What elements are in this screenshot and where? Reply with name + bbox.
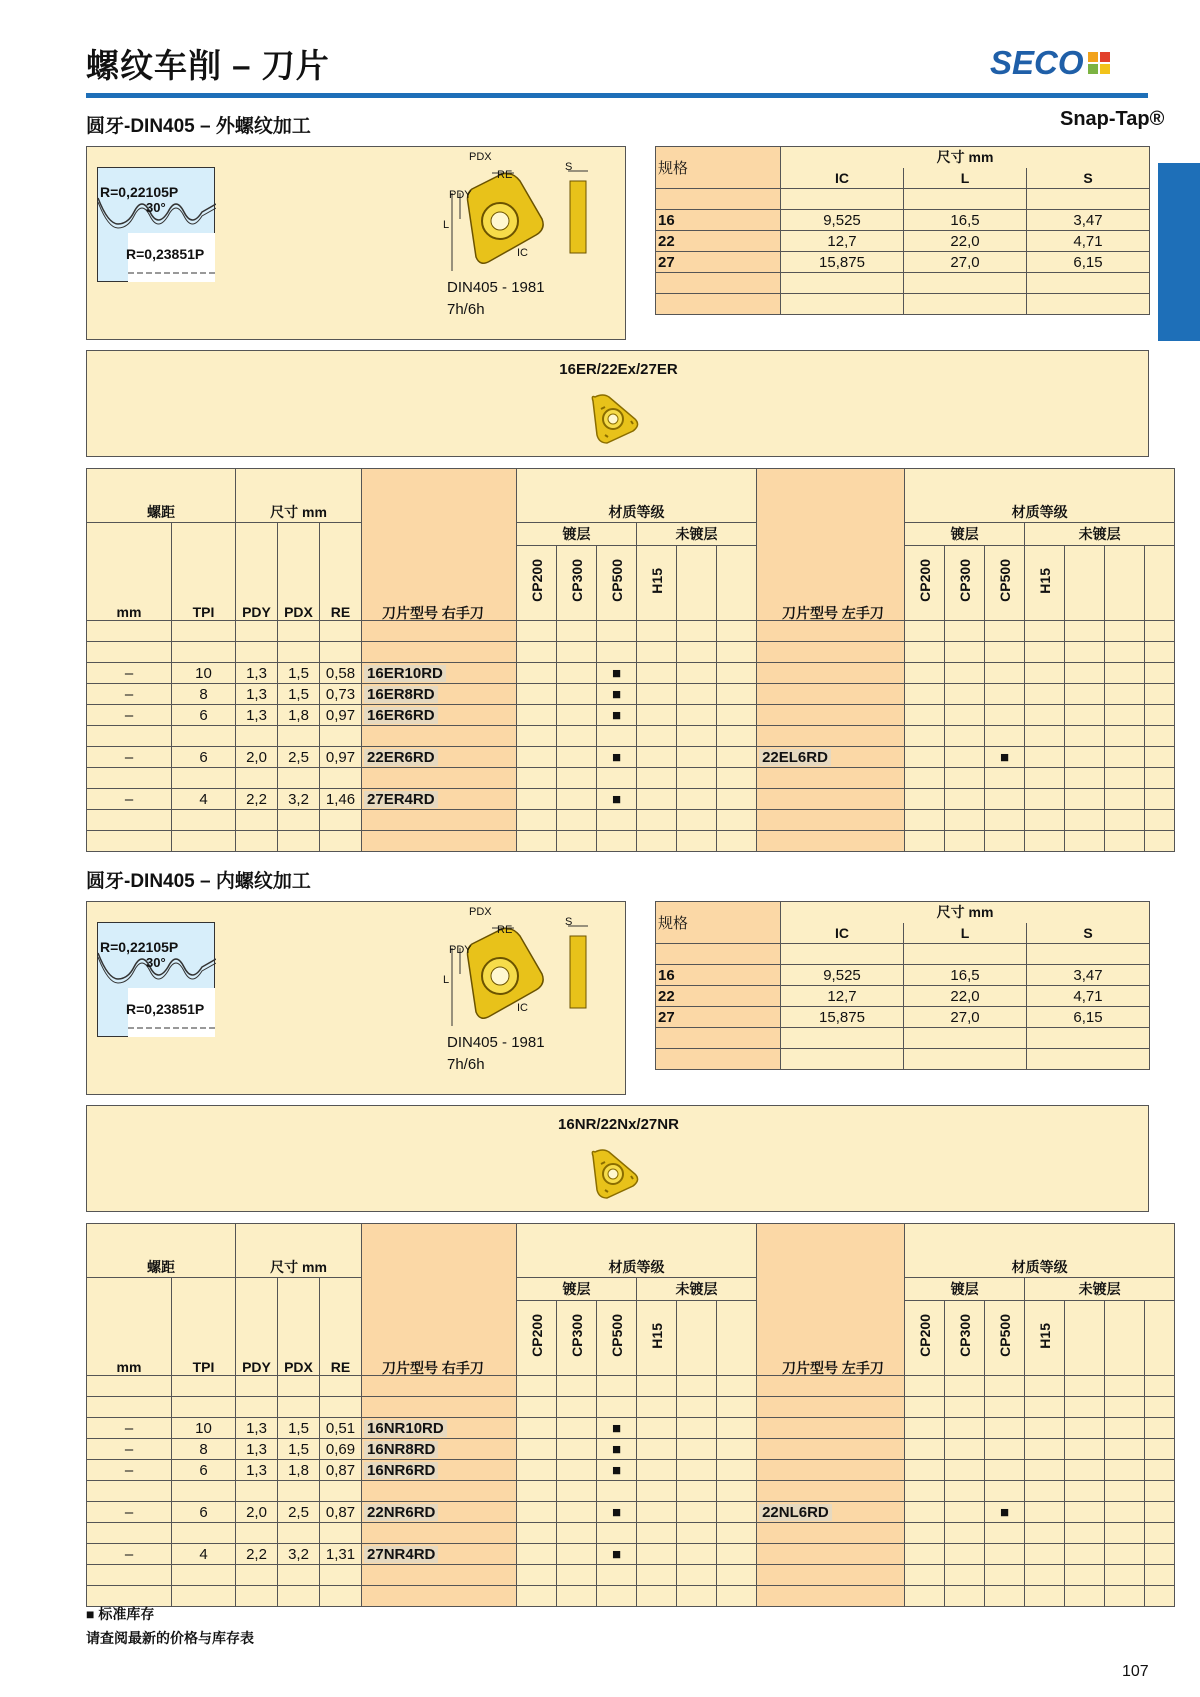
col-tpi: TPI — [192, 603, 215, 620]
coated-header-left: 镀层 — [905, 1278, 1025, 1301]
insert-icon — [587, 391, 647, 451]
pdx-label: PDX — [469, 906, 492, 918]
cell-mm: – — [87, 1439, 172, 1460]
uncoated-header: 未镀层 — [637, 523, 757, 546]
cell-pdy: 1,3 — [236, 663, 278, 684]
insert-icon — [587, 1146, 647, 1206]
cell-re: 0,58 — [320, 663, 362, 684]
grade-cp500-left: CP500 — [996, 559, 1013, 603]
right-insert-code: 22ER6RD — [364, 749, 438, 766]
cell-pdx: 1,5 — [278, 1418, 320, 1439]
tolerance: 7h/6h — [447, 1056, 485, 1073]
coated-header-left: 镀层 — [905, 523, 1025, 546]
cell-mm: – — [87, 1418, 172, 1439]
cell-pdy: 2,0 — [236, 747, 278, 768]
stock-mark: ■ — [611, 790, 622, 808]
snap-tap-label: Snap-Tap® — [1060, 108, 1165, 130]
right-insert-code: 16ER10RD — [364, 665, 446, 682]
dim-row — [656, 210, 1150, 231]
grade-cp300: CP300 — [568, 1314, 585, 1358]
insert-table — [86, 468, 1175, 852]
dim-header: 尺寸 mm — [781, 902, 1150, 923]
drawing-panel — [86, 146, 626, 340]
stock-mark: ■ — [611, 1440, 622, 1458]
dim-header: 尺寸 mm — [781, 147, 1150, 168]
stock-mark: ■ — [611, 748, 622, 766]
dim-row — [656, 986, 1150, 1007]
ic-label: IC — [517, 1002, 528, 1014]
cell-pdy: 1,3 — [236, 1418, 278, 1439]
dim-cell: 16,5 — [904, 210, 1027, 231]
right-insert-code: 16NR10RD — [364, 1420, 447, 1437]
dim-cell: 16,5 — [904, 965, 1027, 986]
right-insert-code: 16NR6RD — [364, 1462, 438, 1479]
pdx-label: PDX — [469, 151, 492, 163]
insert-caption: 16ER/22Ex/27ER — [559, 361, 678, 378]
insert-table — [86, 1223, 1175, 1607]
cell-re: 1,31 — [320, 1544, 362, 1565]
dim-cell: 9,525 — [781, 965, 904, 986]
right-insert-code: 27ER4RD — [364, 791, 438, 808]
din-standard: DIN405 - 1981 — [447, 279, 545, 296]
page-number: 107 — [1122, 1663, 1149, 1680]
grade-cp300: CP300 — [568, 559, 585, 603]
left-insert-code: 22NL6RD — [759, 1504, 832, 1521]
grade-cp500: CP500 — [608, 559, 625, 603]
uncoated-header: 未镀层 — [637, 1278, 757, 1301]
cell-pdy: 1,3 — [236, 1460, 278, 1481]
grade-header: 材质等级 — [517, 1224, 757, 1278]
logo-text: SECO — [990, 44, 1084, 81]
left-insert-code: 22EL6RD — [759, 749, 831, 766]
cell-pdx: 1,5 — [278, 663, 320, 684]
table-row — [87, 789, 1175, 810]
header-rule — [86, 93, 1148, 98]
cell-pdy: 2,2 — [236, 1544, 278, 1565]
col-pdy: PDY — [242, 603, 271, 620]
dim-cell: 6,15 — [1027, 252, 1150, 273]
cell-pdx: 1,5 — [278, 1439, 320, 1460]
dimension-table — [655, 901, 1150, 1070]
table-row — [87, 684, 1175, 705]
col-pdx: PDX — [284, 603, 313, 620]
stock-mark: ■ — [611, 1419, 622, 1437]
dim-row — [656, 965, 1150, 986]
s-label: S — [565, 161, 573, 173]
cell-mm: – — [87, 705, 172, 726]
uncoated-header-left: 未镀层 — [1025, 1278, 1175, 1301]
grade-h15-left: H15 — [1036, 1322, 1053, 1349]
grade-cp200-left: CP200 — [916, 559, 933, 603]
dim-cell: 15,875 — [781, 1007, 904, 1028]
left-hand-header: 刀片型号 左手刀 — [782, 605, 884, 621]
pdy-label: PDY — [449, 189, 472, 201]
side-tab — [1158, 163, 1200, 341]
grade-h15-left: H15 — [1036, 567, 1053, 594]
coated-header: 镀层 — [517, 1278, 637, 1301]
grade-cp200-left: CP200 — [916, 1314, 933, 1358]
col-tpi: TPI — [192, 1358, 215, 1375]
dim-cell: 15,875 — [781, 252, 904, 273]
uncoated-header-left: 未镀层 — [1025, 523, 1175, 546]
col-mm: mm — [116, 603, 142, 620]
cell-re: 0,73 — [320, 684, 362, 705]
cell-re: 0,51 — [320, 1418, 362, 1439]
dim-cell: 12,7 — [781, 231, 904, 252]
cell-pdx: 2,5 — [278, 747, 320, 768]
dim-cell: 22 — [656, 986, 781, 1007]
dim-cell: 3,47 — [1027, 210, 1150, 231]
cell-pdx: 3,2 — [278, 1544, 320, 1565]
cell-re: 0,87 — [320, 1460, 362, 1481]
right-insert-code: 16NR8RD — [364, 1441, 438, 1458]
col-re: RE — [330, 603, 351, 620]
legend-standard-stock: ■ 标准库存 — [86, 1606, 155, 1622]
dim-col-header: L — [904, 923, 1027, 944]
re-label: RE — [497, 924, 513, 936]
stock-mark-left: ■ — [1000, 1503, 1010, 1521]
cell-tpi: 6 — [172, 705, 236, 726]
table-row — [87, 1439, 1175, 1460]
table-row — [87, 1460, 1175, 1481]
cell-pdy: 2,2 — [236, 789, 278, 810]
cell-tpi: 6 — [172, 747, 236, 768]
pdy-label: PDY — [449, 944, 472, 956]
cell-tpi: 10 — [172, 663, 236, 684]
cell-pdx: 1,8 — [278, 705, 320, 726]
cell-pdy: 2,0 — [236, 1502, 278, 1523]
stock-mark: ■ — [611, 706, 622, 724]
cell-pdx: 1,5 — [278, 684, 320, 705]
dim-row — [656, 252, 1150, 273]
cell-re: 0,69 — [320, 1439, 362, 1460]
thread-angle: 30° — [146, 955, 166, 970]
cell-pdy: 1,3 — [236, 684, 278, 705]
dim-cell: 4,71 — [1027, 986, 1150, 1007]
dim-cell: 27 — [656, 1007, 781, 1028]
thread-radius-top: R=0,22105P — [100, 184, 179, 200]
col-mm: mm — [116, 1358, 142, 1375]
right-insert-code: 22NR6RD — [364, 1504, 438, 1521]
logo-squares-icon — [1088, 52, 1110, 74]
spec-header: 规格 — [656, 147, 781, 189]
insert-panel — [86, 1105, 1149, 1212]
cell-pdx: 3,2 — [278, 789, 320, 810]
dim-col-header: IC — [781, 923, 904, 944]
dim-cell: 16 — [656, 210, 781, 231]
grade-header: 材质等级 — [517, 469, 757, 523]
re-label: RE — [497, 169, 513, 181]
cell-mm: – — [87, 789, 172, 810]
grade-cp300-left: CP300 — [956, 1314, 973, 1358]
dim-col-header: S — [1027, 923, 1150, 944]
pitch-header: 螺距 — [87, 469, 236, 523]
cell-tpi: 6 — [172, 1502, 236, 1523]
cell-tpi: 10 — [172, 1418, 236, 1439]
cell-re: 0,97 — [320, 705, 362, 726]
l-label: L — [443, 219, 450, 231]
col-re: RE — [330, 1358, 351, 1375]
thread-radius-bottom: R=0,23851P — [126, 246, 205, 262]
pitch-header: 螺距 — [87, 1224, 236, 1278]
dim-cell: 27,0 — [904, 252, 1027, 273]
left-hand-header: 刀片型号 左手刀 — [782, 1360, 884, 1376]
dim-cell: 22 — [656, 231, 781, 252]
cell-mm: – — [87, 1460, 172, 1481]
cell-tpi: 6 — [172, 1460, 236, 1481]
grade-cp500: CP500 — [608, 1314, 625, 1358]
l-label: L — [443, 974, 450, 986]
dim-cell: 22,0 — [904, 231, 1027, 252]
thread-angle: 30° — [146, 200, 166, 215]
dim-row — [656, 1007, 1150, 1028]
stock-mark: ■ — [611, 1545, 622, 1563]
dim-cell: 9,525 — [781, 210, 904, 231]
dim-col-header: IC — [781, 168, 904, 189]
dim-cell: 27 — [656, 252, 781, 273]
ic-label: IC — [517, 247, 528, 259]
cell-mm: – — [87, 1502, 172, 1523]
right-insert-code: 16ER6RD — [364, 707, 438, 724]
price-note: 请查阅最新的价格与库存表 — [86, 1630, 254, 1646]
table-row — [87, 1544, 1175, 1565]
din-standard: DIN405 - 1981 — [447, 1034, 545, 1051]
right-hand-header: 刀片型号 右手刀 — [382, 605, 484, 621]
thread-radius-bottom: R=0,23851P — [126, 1001, 205, 1017]
section-heading: 圆牙-DIN405 – 内螺纹加工 — [86, 871, 311, 892]
cell-mm: – — [87, 1544, 172, 1565]
cell-re: 0,97 — [320, 747, 362, 768]
cell-re: 1,46 — [320, 789, 362, 810]
cell-tpi: 8 — [172, 684, 236, 705]
dim-cell: 3,47 — [1027, 965, 1150, 986]
page-title: 螺纹车削 – 刀片 — [86, 47, 330, 84]
cell-pdy: 1,3 — [236, 1439, 278, 1460]
cell-re: 0,87 — [320, 1502, 362, 1523]
grade-header-left: 材质等级 — [905, 469, 1175, 523]
table-row — [87, 1502, 1175, 1523]
coated-header: 镀层 — [517, 523, 637, 546]
table-row — [87, 705, 1175, 726]
stock-mark: ■ — [611, 664, 622, 682]
table-row — [87, 747, 1175, 768]
grade-h15: H15 — [648, 567, 665, 594]
grade-cp200: CP200 — [528, 559, 545, 603]
grade-cp300-left: CP300 — [956, 559, 973, 603]
cell-tpi: 4 — [172, 789, 236, 810]
dim-row — [656, 231, 1150, 252]
stock-mark: ■ — [611, 685, 622, 703]
right-insert-code: 27NR4RD — [364, 1546, 438, 1563]
dimension-table — [655, 146, 1150, 315]
cell-pdx: 1,8 — [278, 1460, 320, 1481]
section-heading: 圆牙-DIN405 – 外螺纹加工 — [86, 116, 311, 137]
col-pdy: PDY — [242, 1358, 271, 1375]
spacer — [656, 944, 781, 965]
table-row — [87, 1418, 1175, 1439]
spacer — [656, 189, 781, 210]
col-pdx: PDX — [284, 1358, 313, 1375]
dim-cell: 12,7 — [781, 986, 904, 1007]
dim-cell: 22,0 — [904, 986, 1027, 1007]
cell-tpi: 4 — [172, 1544, 236, 1565]
insert-panel — [86, 350, 1149, 457]
table-row — [87, 663, 1175, 684]
drawing-panel — [86, 901, 626, 1095]
stock-mark: ■ — [611, 1461, 622, 1479]
dim-cell: 27,0 — [904, 1007, 1027, 1028]
s-label: S — [565, 916, 573, 928]
dim-cell: 6,15 — [1027, 1007, 1150, 1028]
insert-caption: 16NR/22Nx/27NR — [558, 1116, 679, 1133]
cell-mm: – — [87, 747, 172, 768]
cell-pdy: 1,3 — [236, 705, 278, 726]
grade-cp500-left: CP500 — [996, 1314, 1013, 1358]
right-hand-header: 刀片型号 右手刀 — [382, 1360, 484, 1376]
thread-profile-drawing — [97, 167, 215, 282]
thread-radius-top: R=0,22105P — [100, 939, 179, 955]
dim-cell: 4,71 — [1027, 231, 1150, 252]
dim-cell: 16 — [656, 965, 781, 986]
tolerance: 7h/6h — [447, 301, 485, 318]
grade-cp200: CP200 — [528, 1314, 545, 1358]
stock-mark-left: ■ — [1000, 748, 1010, 766]
cell-tpi: 8 — [172, 1439, 236, 1460]
dim-col-header: L — [904, 168, 1027, 189]
spec-header: 规格 — [656, 902, 781, 944]
grade-header-left: 材质等级 — [905, 1224, 1175, 1278]
cell-mm: – — [87, 684, 172, 705]
right-insert-code: 16ER8RD — [364, 686, 438, 703]
seco-logo — [990, 44, 1110, 82]
stock-mark: ■ — [611, 1503, 622, 1521]
dims-header: 尺寸 mm — [236, 469, 362, 523]
dim-col-header: S — [1027, 168, 1150, 189]
cell-mm: – — [87, 663, 172, 684]
thread-profile-drawing — [97, 922, 215, 1037]
grade-h15: H15 — [648, 1322, 665, 1349]
cell-pdx: 2,5 — [278, 1502, 320, 1523]
dims-header: 尺寸 mm — [236, 1224, 362, 1278]
